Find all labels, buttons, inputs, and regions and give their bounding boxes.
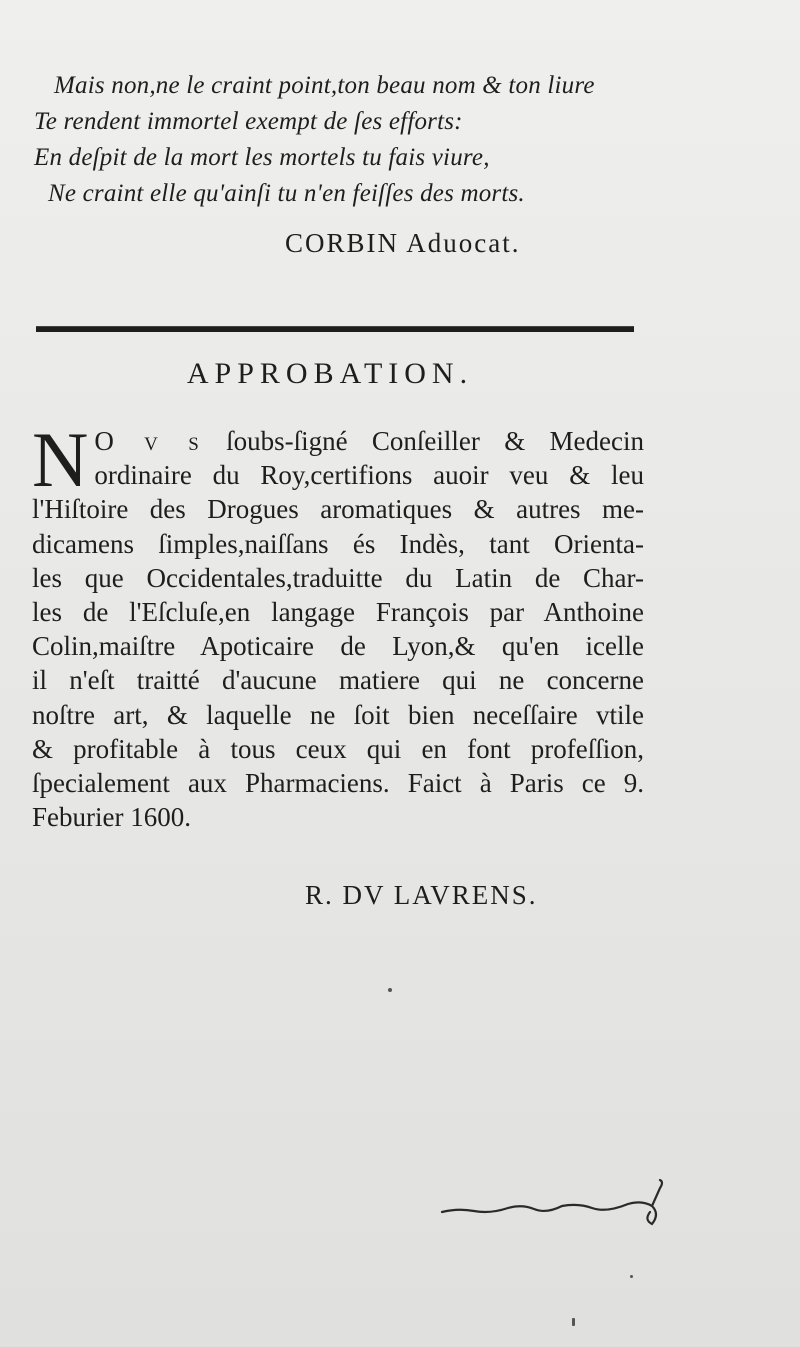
ink-speck xyxy=(388,988,392,992)
poem-line-1: Mais non,ne le craint point,ton beau nom & ton liure xyxy=(54,72,595,99)
approbation-text xyxy=(32,416,644,834)
ink-flourish-mark xyxy=(438,1178,678,1228)
section-divider xyxy=(36,326,634,332)
text-line: & profitable à tous ceux qui en font profeſſion, xyxy=(32,733,644,764)
approbation-signatory: R. DV LAVRENS. xyxy=(305,880,538,910)
poem-line-2: Te rendent immortel exempt de ſes efforts: xyxy=(34,108,463,135)
text-line: l'Hiſtoire des Drogues aromatiques & autres me- xyxy=(32,494,644,525)
text-line: O v s ſoubs-ſigné Conſeiller & Medecin xyxy=(94,426,644,456)
poem-line-3: En deſpit de la mort les mortels tu fais viure, xyxy=(34,144,490,171)
ink-speck xyxy=(572,1318,575,1326)
text-line-last: Feburier 1600. xyxy=(32,802,191,833)
text-line: ordinaire du Roy,certifions auoir veu & leu xyxy=(94,460,644,491)
text-line: dicamens ſimples,naiſſans és Indès, tant Orienta- xyxy=(32,528,644,559)
poem-signature: CORBIN Aduocat. xyxy=(285,228,521,258)
text-line: les que Occidentales,traduitte du Latin de Char- xyxy=(32,562,644,593)
section-heading: APPROBATION. xyxy=(186,357,474,390)
text-line: noſtre art, & laquelle ne ſoit bien neceſſaire vtile xyxy=(32,699,644,730)
ink-speck xyxy=(630,1275,633,1278)
text-line: les de l'Eſcluſe,en langage François par Anthoine xyxy=(32,597,644,628)
text-line: Colin,maiſtre Apoticaire de Lyon,& qu'en icelle xyxy=(32,631,644,662)
text-line: ſpecialement aux Pharmaciens. Faict à Paris ce 9. xyxy=(32,768,644,799)
poem-line-4: Ne craint elle qu'ainſi tu n'en feiſſes des morts. xyxy=(48,180,525,207)
drop-cap: N xyxy=(32,416,89,503)
first-word-smallcaps: O v s xyxy=(94,426,202,456)
poem-stanza xyxy=(28,68,648,212)
text-line: il n'eſt traitté d'aucune matiere qui ne concerne xyxy=(32,665,644,696)
